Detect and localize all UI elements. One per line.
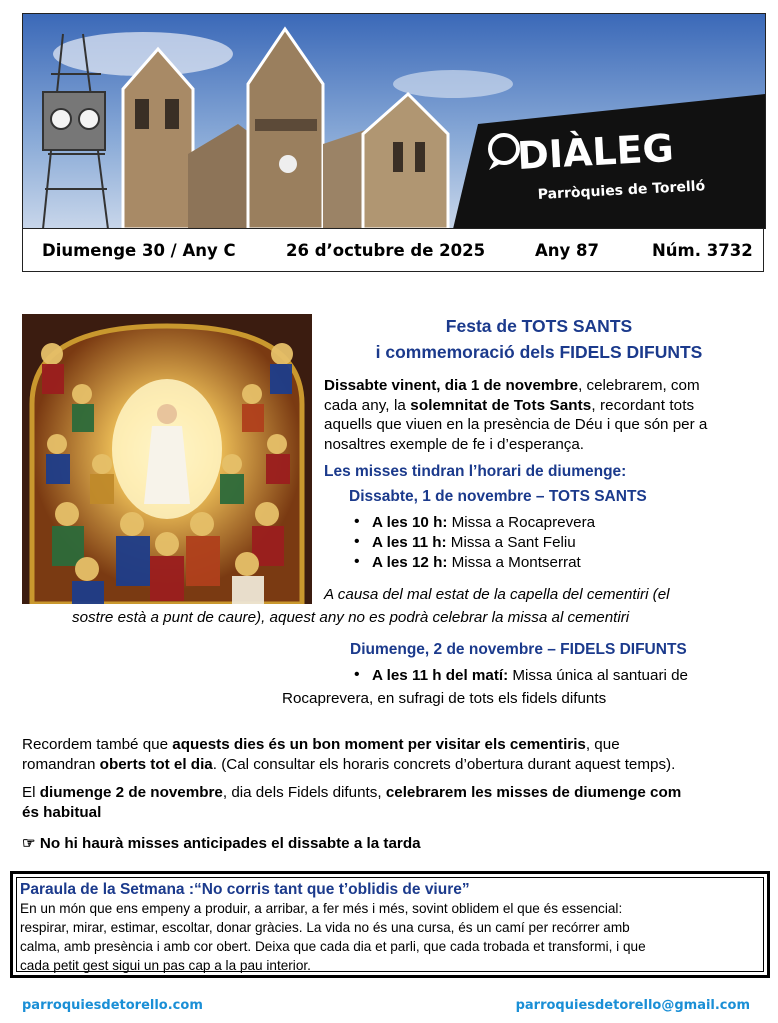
intro-line-4: nosaltres exemple de fe i d’esperança. bbox=[324, 435, 585, 453]
mass-item: • A les 10 h: Missa a Rocaprevera bbox=[350, 514, 595, 534]
issue-date: 26 d’octubre de 2025 bbox=[286, 241, 486, 260]
feast-title-line2: i commemoració dels FIDELS DIFUNTS bbox=[375, 342, 703, 362]
issue-year: Any 87 bbox=[535, 241, 599, 260]
brand-subtitle: Parròquies de Torelló bbox=[537, 178, 706, 203]
intro-line-2: cada any, la solemnitat de Tots Sants, recordant tots bbox=[324, 396, 695, 414]
reminder-line-3: El diumenge 2 de novembre, dia dels Fidels difunts, celebrarem les misses de diumenge com bbox=[22, 784, 682, 801]
pointing-hand-icon: ☞ bbox=[22, 835, 36, 852]
issue-number: Núm. 3732 bbox=[652, 241, 753, 260]
issue-info-bar bbox=[22, 228, 764, 272]
reminder-line-1: Recordem també que aquests dies és un bon moment per visitar els cementiris, que bbox=[22, 736, 620, 753]
no-anticipated-mass-notice: ☞ No hi haurà misses anticipades el dissabte a la tarda bbox=[22, 835, 421, 852]
mass-item: • A les 11 h del matí: Missa única al santuari de bbox=[350, 667, 688, 687]
brand-name: DIÀLEG bbox=[516, 125, 675, 178]
mass-item: • A les 11 h: Missa a Sant Feliu bbox=[350, 534, 595, 554]
all-saints-painting bbox=[22, 314, 312, 604]
feast-title-line1: Festa de TOTS SANTS bbox=[445, 316, 633, 336]
cemetery-note-line2: sostre està a punt de caure), aquest any no es podrà celebrar la missa al cementiri bbox=[72, 609, 630, 626]
footer-email-link[interactable]: parroquiesdetorello@gmail.com bbox=[515, 998, 750, 1013]
banner-illustration bbox=[23, 14, 765, 229]
saturday-mass-list bbox=[350, 514, 595, 574]
schedule-note: Les misses tindran l’horari de diumenge: bbox=[324, 463, 627, 480]
footer-website-link[interactable]: parroquiesdetorello.com bbox=[22, 998, 203, 1013]
saturday-heading: Dissabte, 1 de novembre – TOTS SANTS bbox=[349, 488, 647, 505]
reminder-line-2: romandran oberts tot el dia. (Cal consultar els horaris concrets d’obertura durant aquest temps). bbox=[22, 756, 676, 773]
sunday-mass-list bbox=[350, 667, 688, 687]
word-of-the-week-title: Paraula de la Setmana :“No corris tant que t’oblidis de viure” bbox=[20, 881, 470, 898]
feast-intro bbox=[324, 376, 756, 454]
word-of-the-week-text: En un món que ens empeny a produir, a arribar, a fer més i més, sovint oblidem el que és essencial: respirar, mirar, estimar, escoltar, donar gràcies. La vida no és una cursa, és un camí per recórrer amb calma, amb presència i amb cor obert. Deixa que cada dia et parli, que cada trobada et transformi, i que cada petit gest sigui un pas cap a la pau interior. bbox=[20, 901, 646, 973]
cemetery-note-line1: A causa del mal estat de la capella del cementiri (el bbox=[324, 586, 670, 603]
mass-item: • A les 12 h: Missa a Montserrat bbox=[350, 554, 595, 574]
bell-tower-1 bbox=[123, 49, 193, 229]
sunday-heading: Diumenge, 2 de novembre – FIDELS DIFUNTS bbox=[350, 641, 687, 658]
intro-line-1: Dissabte vinent, dia 1 de novembre, celebrarem, com bbox=[324, 377, 700, 394]
liturgical-sunday: Diumenge 30 / Any C bbox=[42, 241, 236, 260]
header-banner bbox=[22, 13, 766, 229]
sunday-mass-continuation: Rocaprevera, en sufragi de tots els fidels difunts bbox=[282, 690, 607, 707]
intro-line-3: aquells que viuen en la presència de Déu i que són per a bbox=[324, 416, 708, 433]
reminder-line-4: és habitual bbox=[22, 804, 102, 821]
